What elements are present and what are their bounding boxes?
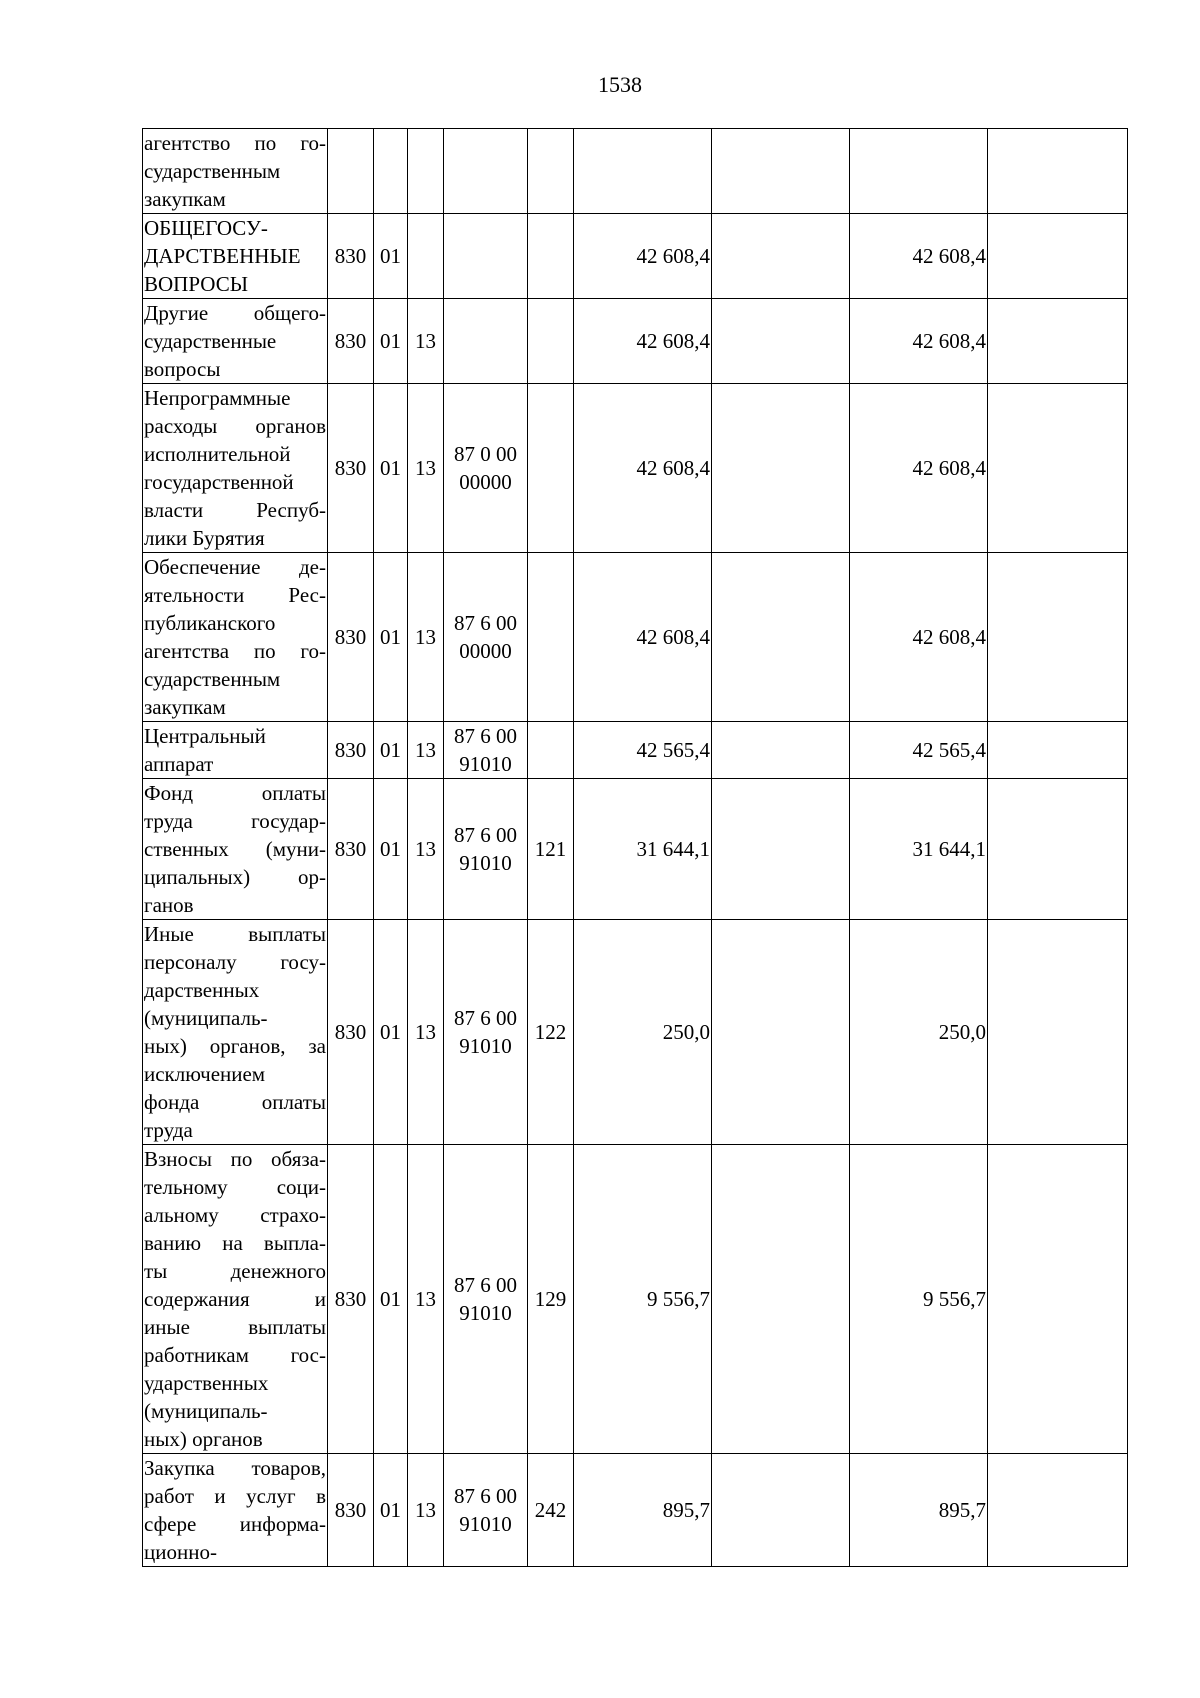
target-article-line: 91010 <box>459 1034 512 1058</box>
item-name-line: ДАРСТВЕННЫЕ <box>144 244 301 268</box>
amount-3: 250,0 <box>850 920 988 1145</box>
item-name-line: Иные выплаты <box>144 922 326 946</box>
ministry-code: 830 <box>328 384 374 553</box>
target-article-line: 91010 <box>459 1512 512 1536</box>
amount: 42 608,4 <box>574 214 712 299</box>
section-code: 01 <box>374 1454 408 1567</box>
target-article <box>444 214 528 299</box>
item-name <box>143 384 328 553</box>
amount-2 <box>712 384 850 553</box>
amount-4 <box>988 214 1128 299</box>
item-name-line: ОБЩЕГОСУ- <box>144 216 268 240</box>
item-name-line: альному страхо- <box>144 1203 326 1227</box>
expense-type <box>528 299 574 384</box>
target-article <box>444 299 528 384</box>
item-name-line: ственных (муни- <box>144 837 326 861</box>
ministry-code: 830 <box>328 214 374 299</box>
amount-4 <box>988 920 1128 1145</box>
amount-3: 895,7 <box>850 1454 988 1567</box>
expense-type <box>528 384 574 553</box>
target-article-line: 91010 <box>459 752 512 776</box>
target-article-line: 00000 <box>459 470 512 494</box>
ministry-code: 830 <box>328 779 374 920</box>
item-name-line: ванию на выпла- <box>144 1231 326 1255</box>
item-name-line: работникам гос- <box>144 1343 326 1367</box>
item-name-line: Фонд оплаты <box>144 781 326 805</box>
amount: 895,7 <box>574 1454 712 1567</box>
target-article-line: 87 6 00 <box>454 1484 517 1508</box>
target-article <box>444 384 528 553</box>
amount: 31 644,1 <box>574 779 712 920</box>
ministry-code: 830 <box>328 1454 374 1567</box>
target-article-line: 91010 <box>459 851 512 875</box>
table-row <box>143 384 1128 553</box>
section-code: 01 <box>374 299 408 384</box>
expense-type <box>528 722 574 779</box>
item-name-line: сударственные <box>144 329 277 353</box>
item-name-line: Обеспечение де- <box>144 555 326 579</box>
item-name-line: Взносы по обяза- <box>144 1147 326 1171</box>
target-article-line: 87 6 00 <box>454 823 517 847</box>
page-number: 1538 <box>598 72 642 97</box>
item-name-line: Непрограммные <box>144 386 291 410</box>
section-code: 01 <box>374 384 408 553</box>
target-article-line: 87 6 00 <box>454 724 517 748</box>
ministry-code: 830 <box>328 722 374 779</box>
target-article <box>444 129 528 214</box>
amount-2 <box>712 1454 850 1567</box>
expense-type <box>528 214 574 299</box>
item-name-line: сударственным <box>144 159 281 183</box>
item-name-line: дарственных <box>144 978 260 1002</box>
expense-type <box>528 129 574 214</box>
section-code <box>374 129 408 214</box>
target-article <box>444 1454 528 1567</box>
budget-table <box>142 128 1128 1567</box>
table-row <box>143 920 1128 1145</box>
item-name-line: ных) органов <box>144 1427 263 1451</box>
item-name-line: закупкам <box>144 695 226 719</box>
item-name <box>143 920 328 1145</box>
target-article-line: 87 0 00 <box>454 442 517 466</box>
target-article-line: 87 6 00 <box>454 1273 517 1297</box>
item-name-line: ганов <box>144 893 194 917</box>
table-body <box>143 129 1128 1567</box>
item-name-line: ударственных <box>144 1371 269 1395</box>
amount-2 <box>712 129 850 214</box>
amount: 42 608,4 <box>574 553 712 722</box>
table-row <box>143 779 1128 920</box>
ministry-code <box>328 129 374 214</box>
target-article-line: 00000 <box>459 639 512 663</box>
expense-type: 242 <box>528 1454 574 1567</box>
target-article <box>444 722 528 779</box>
item-name <box>143 722 328 779</box>
table-row <box>143 214 1128 299</box>
amount-2 <box>712 214 850 299</box>
amount-4 <box>988 1454 1128 1567</box>
target-article-line: 87 6 00 <box>454 1006 517 1030</box>
table-row <box>143 553 1128 722</box>
subsection-code: 13 <box>408 1145 444 1454</box>
item-name-line: публиканского <box>144 611 276 635</box>
amount-4 <box>988 553 1128 722</box>
subsection-code: 13 <box>408 920 444 1145</box>
item-name <box>143 779 328 920</box>
table-row <box>143 129 1128 214</box>
item-name-line: ты денежного <box>144 1259 326 1283</box>
target-article-line: 91010 <box>459 1301 512 1325</box>
item-name-line: тельному соци- <box>144 1175 326 1199</box>
subsection-code: 13 <box>408 779 444 920</box>
amount-4 <box>988 1145 1128 1454</box>
item-name <box>143 129 328 214</box>
table-row <box>143 1145 1128 1454</box>
item-name-line: содержания и <box>144 1287 326 1311</box>
amount-4 <box>988 779 1128 920</box>
table-row <box>143 722 1128 779</box>
item-name-line: ВОПРОСЫ <box>144 272 249 296</box>
item-name-line: персоналу госу- <box>144 950 326 974</box>
item-name-line: агентство по го- <box>144 131 326 155</box>
amount-2 <box>712 553 850 722</box>
amount-3: 42 608,4 <box>850 553 988 722</box>
amount: 42 608,4 <box>574 384 712 553</box>
amount-2 <box>712 722 850 779</box>
item-name-line: Центральный <box>144 724 266 748</box>
amount: 9 556,7 <box>574 1145 712 1454</box>
subsection-code: 13 <box>408 299 444 384</box>
item-name-line: сфере информа- <box>144 1512 326 1536</box>
amount-2 <box>712 779 850 920</box>
amount-4 <box>988 384 1128 553</box>
item-name-line: ятельности Рес- <box>144 583 326 607</box>
target-article-line: 87 6 00 <box>454 611 517 635</box>
section-code: 01 <box>374 553 408 722</box>
item-name-line: вопросы <box>144 357 221 381</box>
item-name-line: закупкам <box>144 187 226 211</box>
item-name-line: сударственным <box>144 667 281 691</box>
amount-4 <box>988 299 1128 384</box>
amount <box>574 129 712 214</box>
item-name-line: Другие общего- <box>144 301 326 325</box>
subsection-code <box>408 129 444 214</box>
amount-3: 42 608,4 <box>850 214 988 299</box>
item-name-line: ционно- <box>144 1540 217 1564</box>
ministry-code: 830 <box>328 553 374 722</box>
item-name-line: аппарат <box>144 752 214 776</box>
item-name <box>143 214 328 299</box>
expense-type: 121 <box>528 779 574 920</box>
table-row <box>143 1454 1128 1567</box>
expense-type: 122 <box>528 920 574 1145</box>
item-name-line: работ и услуг в <box>144 1484 326 1508</box>
amount-2 <box>712 299 850 384</box>
item-name-line: (муниципаль- <box>144 1399 268 1423</box>
subsection-code: 13 <box>408 553 444 722</box>
table-row <box>143 299 1128 384</box>
ministry-code: 830 <box>328 299 374 384</box>
subsection-code: 13 <box>408 384 444 553</box>
item-name-line: Закупка товаров, <box>144 1456 326 1480</box>
section-code: 01 <box>374 1145 408 1454</box>
item-name-line: ных) органов, за <box>144 1034 326 1058</box>
section-code: 01 <box>374 779 408 920</box>
item-name <box>143 1145 328 1454</box>
amount: 250,0 <box>574 920 712 1145</box>
item-name-line: фонда оплаты <box>144 1090 326 1114</box>
amount: 42 565,4 <box>574 722 712 779</box>
item-name-line: исключением <box>144 1062 266 1086</box>
target-article <box>444 920 528 1145</box>
amount: 42 608,4 <box>574 299 712 384</box>
expense-type: 129 <box>528 1145 574 1454</box>
item-name-line: расходы органов <box>144 414 326 438</box>
item-name-line: власти Респуб- <box>144 498 326 522</box>
subsection-code: 13 <box>408 722 444 779</box>
item-name-line: (муниципаль- <box>144 1006 268 1030</box>
section-code: 01 <box>374 722 408 779</box>
amount-3 <box>850 129 988 214</box>
amount-3: 31 644,1 <box>850 779 988 920</box>
expense-type <box>528 553 574 722</box>
amount-3: 42 608,4 <box>850 299 988 384</box>
item-name <box>143 553 328 722</box>
item-name-line: агентства по го- <box>144 639 326 663</box>
item-name-line: государственной <box>144 470 294 494</box>
amount-3: 42 608,4 <box>850 384 988 553</box>
ministry-code: 830 <box>328 920 374 1145</box>
amount-2 <box>712 920 850 1145</box>
section-code: 01 <box>374 920 408 1145</box>
item-name <box>143 1454 328 1567</box>
item-name-line: ципальных) ор- <box>144 865 326 889</box>
item-name-line: труда государ- <box>144 809 326 833</box>
amount-2 <box>712 1145 850 1454</box>
item-name-line: иные выплаты <box>144 1315 326 1339</box>
section-code: 01 <box>374 214 408 299</box>
item-name <box>143 299 328 384</box>
amount-4 <box>988 129 1128 214</box>
item-name-line: труда <box>144 1118 193 1142</box>
item-name-line: лики Бурятия <box>144 526 265 550</box>
amount-3: 9 556,7 <box>850 1145 988 1454</box>
subsection-code <box>408 214 444 299</box>
item-name-line: исполнительной <box>144 442 291 466</box>
target-article <box>444 779 528 920</box>
ministry-code: 830 <box>328 1145 374 1454</box>
amount-3: 42 565,4 <box>850 722 988 779</box>
target-article <box>444 1145 528 1454</box>
target-article <box>444 553 528 722</box>
subsection-code: 13 <box>408 1454 444 1567</box>
amount-4 <box>988 722 1128 779</box>
